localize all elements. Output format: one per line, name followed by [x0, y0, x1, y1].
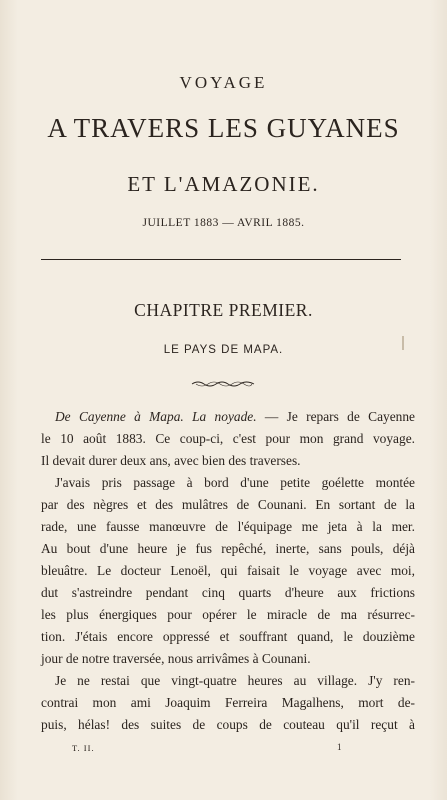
- date-range: JUILLET 1883 — AVRIL 1885.: [142, 217, 305, 229]
- title-main: A TRAVERS LES GUYANES: [47, 113, 400, 143]
- text-line: J'avais pris passage à bord d'une petite goélette montée: [55, 475, 415, 490]
- text-line: puis, hélas! des suites de coups de couteau qu'il reçut à: [41, 717, 415, 732]
- signature-mark: T. II.: [72, 743, 95, 753]
- ornament-divider: [190, 378, 256, 390]
- text-span: — Je repars de Cayenne: [256, 409, 415, 424]
- horizontal-rule: [41, 259, 401, 260]
- text-line: les plus énergiques pour opérer le miracle de ma résurrec-: [41, 607, 415, 622]
- page-number: 1: [337, 742, 342, 752]
- margin-mark: [402, 336, 404, 350]
- title-voyage: VOYAGE: [179, 73, 268, 92]
- body-text: [41, 406, 415, 736]
- text-line: par des nègres et des mulâtres de Counani. En sortant de la: [41, 497, 415, 512]
- chapter-subtitle: LE PAYS DE MAPA.: [163, 344, 284, 356]
- text-line: Il devait durer deux ans, avec bien des traverses.: [41, 453, 301, 468]
- text-line: jour de notre traversée, nous arrivâmes à Counani.: [41, 651, 311, 666]
- text-line: dut s'astreindre pendant cinq quarts d'heure aux frictions: [41, 585, 415, 600]
- title-subtitle: ET L'AMAZONIE.: [127, 172, 320, 196]
- paragraph-summary: De Cayenne à Mapa. La noyade.: [55, 409, 257, 424]
- text-line: bleuâtre. Le docteur Lenoël, qui faisait le voyage avec moi,: [41, 563, 415, 578]
- text-line: Au bout d'une heure je fus repêché, inerte, sans pouls, déjà: [41, 541, 415, 556]
- text-line: Je ne restai que vingt-quatre heures au village. J'y ren-: [55, 673, 415, 688]
- text-line: le 10 août 1883. Ce coup-ci, c'est pour mon grand voyage.: [41, 431, 415, 446]
- text-line: contrai mon ami Joaquim Ferreira Magalhens, mort de-: [41, 695, 415, 710]
- text-line: [41, 406, 415, 428]
- text-line: tion. J'étais encore oppressé et souffrant quand, le douzième: [41, 629, 415, 644]
- chapter-heading: CHAPITRE PREMIER.: [134, 300, 313, 320]
- text-line: rade, une fausse manœuvre de l'équipage me jeta à la mer.: [41, 519, 415, 534]
